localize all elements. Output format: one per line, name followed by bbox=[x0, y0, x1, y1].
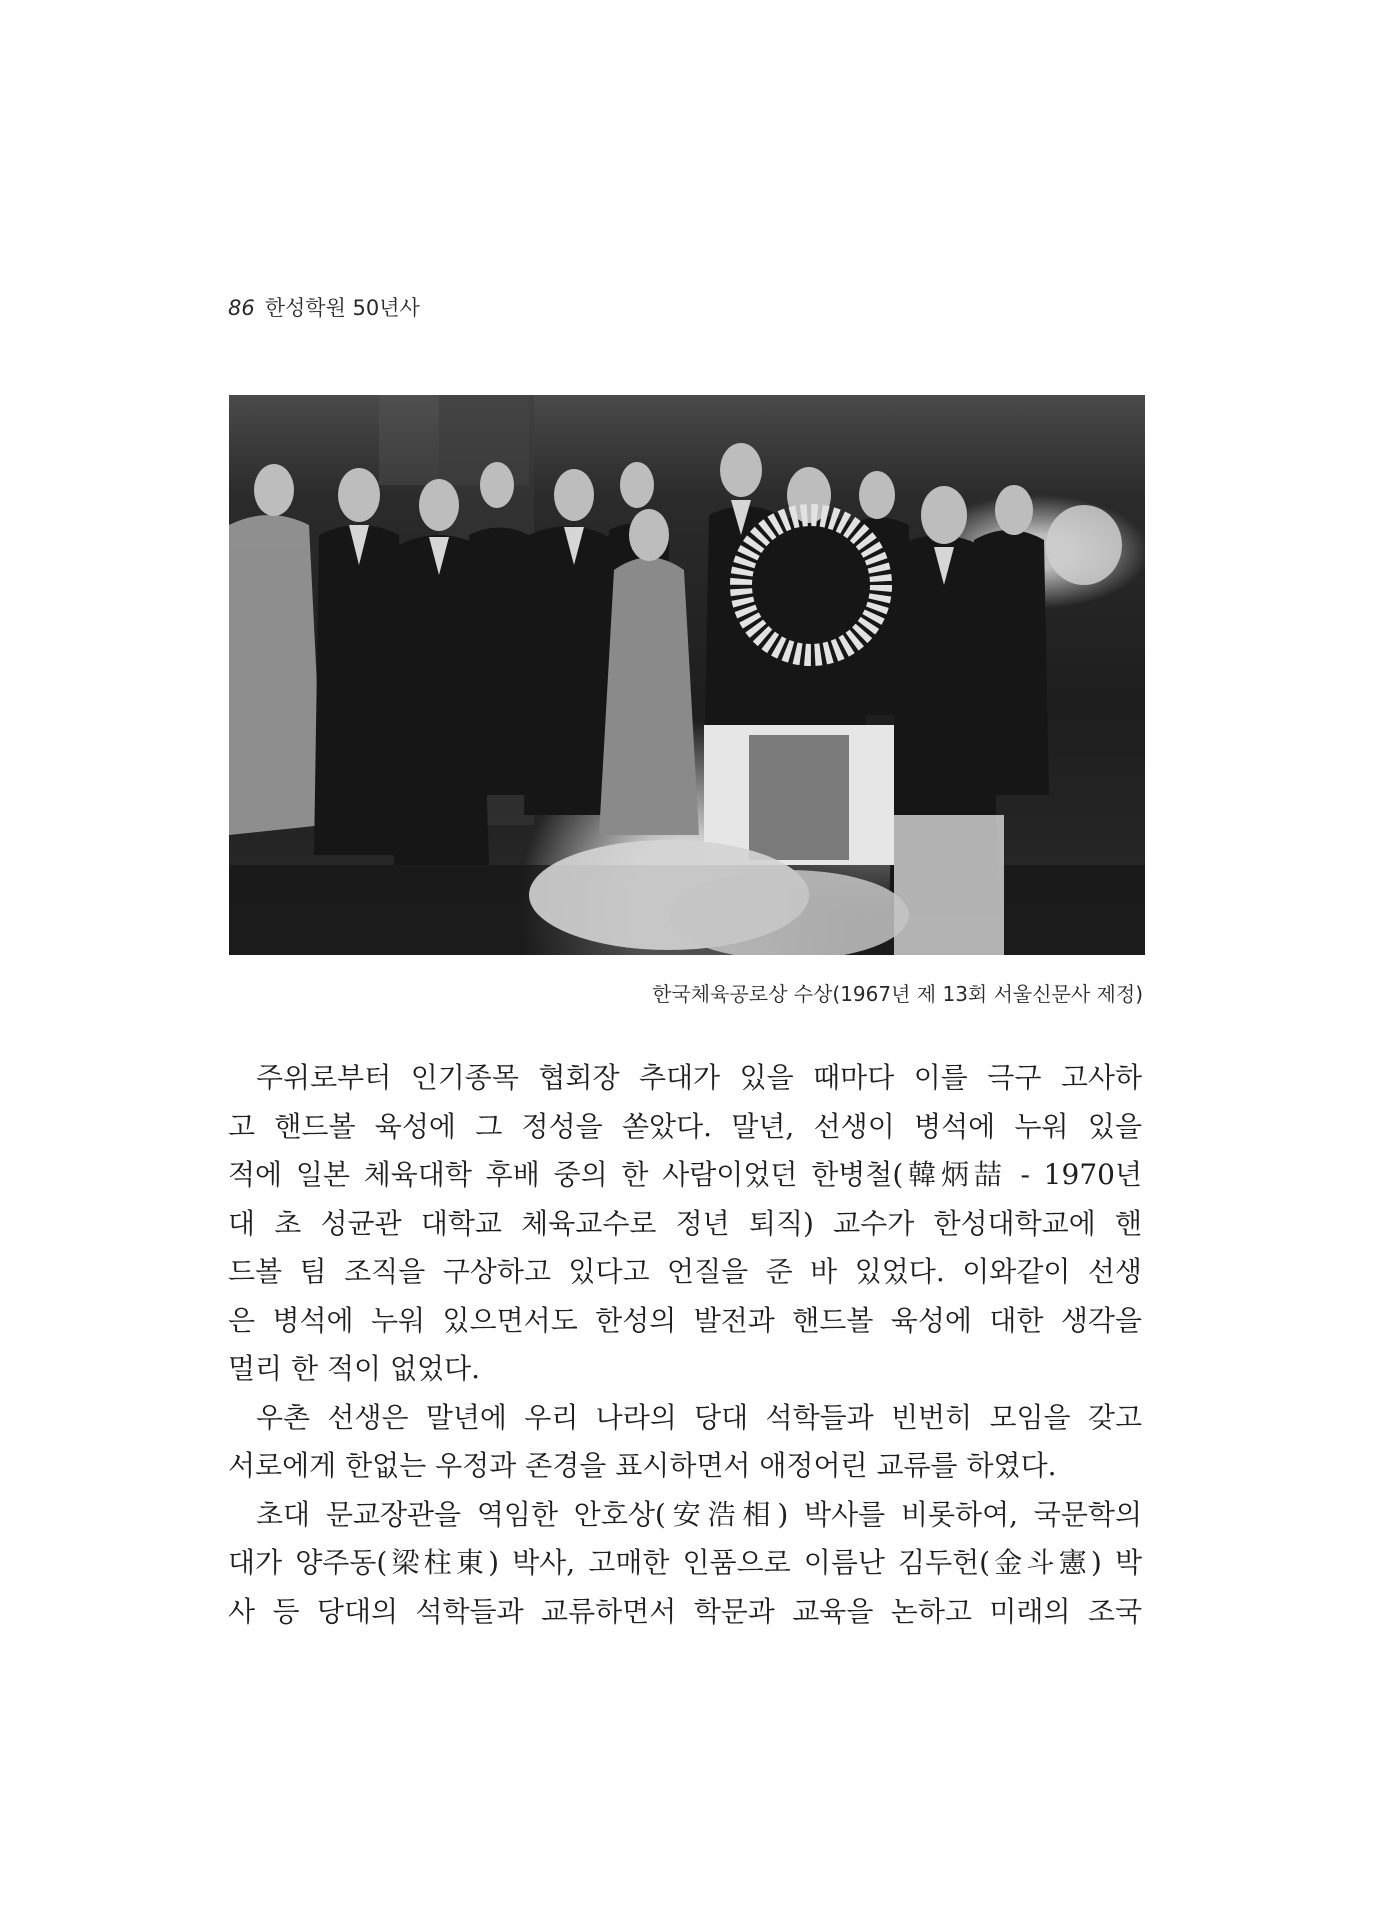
book-title: 한성학원 50년사 bbox=[264, 296, 420, 320]
page-number: 86 bbox=[228, 296, 255, 320]
body-text bbox=[228, 1054, 1142, 1636]
text-line: 우촌 선생은 말년에 우리 나라의 당대 석학들과 빈번히 모임을 갖고 bbox=[256, 1400, 1142, 1434]
text-line: 주위로부터 인기종목 협회장 추대가 있을 때마다 이를 극구 고사하 bbox=[256, 1061, 1142, 1094]
text-line: 대가 양주동(梁柱東) 박사, 고매한 인품으로 이름난 김두헌(金斗憲) 박 bbox=[228, 1546, 1142, 1579]
text-line: 초대 문교장관을 역임한 안호상(安浩相) 박사를 비롯하여, 국문학의 bbox=[256, 1497, 1142, 1531]
text-line: 서로에게 한없는 우정과 존경을 표시하면서 애정어린 교류를 하였다. bbox=[228, 1449, 1057, 1482]
photo-caption: 한국체육공로상 수상(1967년 제 13회 서울신문사 제정) bbox=[652, 982, 1143, 1006]
group-photo bbox=[229, 395, 1145, 955]
text-line: 사 등 당대의 석학들과 교류하면서 학문과 교육을 논하고 미래의 조국 bbox=[228, 1594, 1142, 1628]
text-line: 멀리 한 적이 없었다. bbox=[228, 1352, 480, 1385]
text-line: 은 병석에 누워 있으면서도 한성의 발전과 핸드볼 육성에 대한 생각을 bbox=[228, 1303, 1142, 1337]
group-photo-illustration bbox=[229, 395, 1145, 955]
running-header bbox=[228, 292, 420, 322]
text-line: 고 핸드볼 육성에 그 정성을 쏟았다. 말년, 선생이 병석에 누워 있을 bbox=[228, 1109, 1142, 1143]
text-line: 적에 일본 체육대학 후배 중의 한 사람이었던 한병철(韓炳喆 - 1970년 bbox=[228, 1158, 1142, 1191]
text-line: 대 초 성균관 대학교 체육교수로 정년 퇴직) 교수가 한성대학교에 핸 bbox=[228, 1206, 1142, 1240]
text-line: 드볼 팀 조직을 구상하고 있다고 언질을 준 바 있었다. 이와같이 선생 bbox=[228, 1255, 1142, 1288]
